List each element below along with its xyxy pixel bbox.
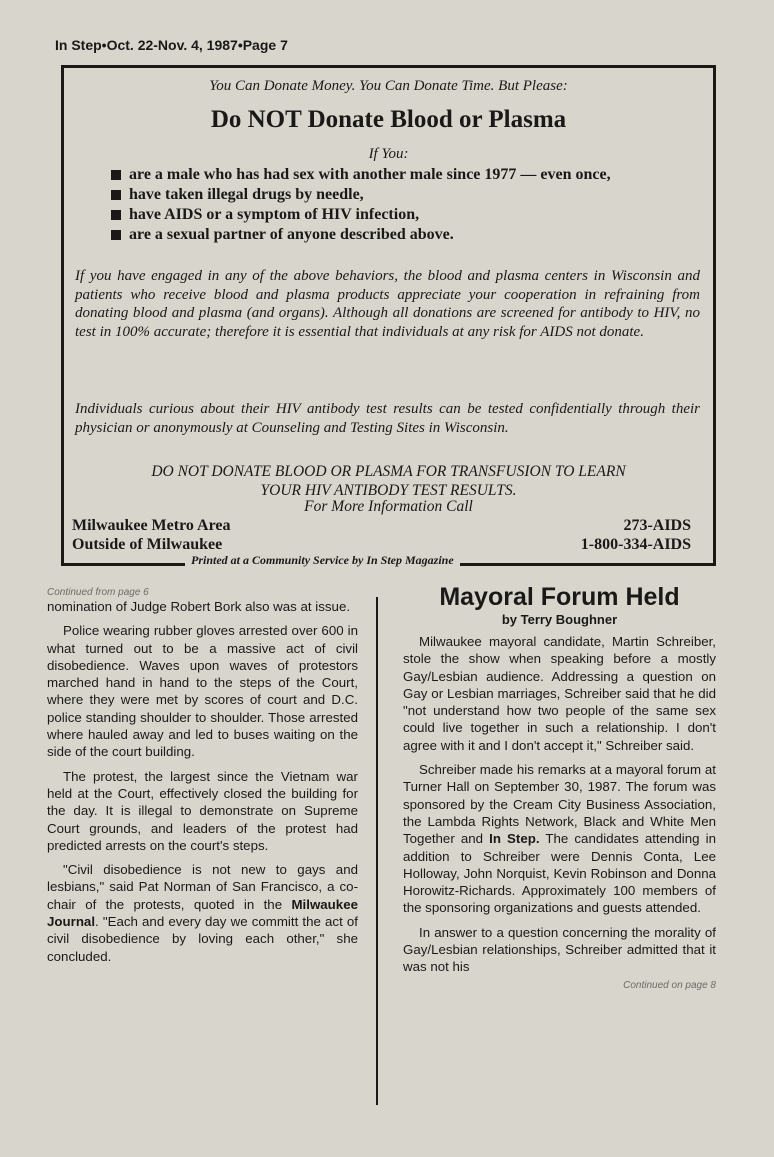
list-item: have AIDS or a symptom of HIV infection, xyxy=(109,205,699,225)
continued-from-note: Continued from page 6 xyxy=(47,587,149,598)
article-paragraph: The protest, the largest since the Vietnam war held at the Court, effectively closed the building for the day. It is illegal to demonstrate on Supreme Court grounds, and leaders of the protest had predicted arrests on the court's steps. xyxy=(47,768,358,853)
square-bullet-icon xyxy=(111,190,121,200)
square-bullet-icon xyxy=(111,210,121,220)
article-paragraph: Police wearing rubber gloves arrested over 600 in what turned out to be a massive act of civil disobedience. Waves upon waves of protestors marched hand in hand to the steps of the Court, where they were met by scores of court and D.C. police standing shoulder to shoulder. Those arrested where hauled away and led to buses waiting on the side of the court building. xyxy=(47,623,358,760)
ad-if-you: If You: xyxy=(368,146,409,162)
ad-paragraph: Individuals curious about their HIV antibody test results can be tested confidentially through their physician or anonymously at Counseling and Testing Sites in Wisconsin. xyxy=(75,401,700,436)
contact-number: 273-AIDS xyxy=(623,517,691,534)
list-item: are a male who has had sex with another male since 1977 — even once, xyxy=(109,165,699,185)
ad-info-call: For More Information Call xyxy=(304,498,473,515)
column-divider xyxy=(376,597,378,1105)
contact-row xyxy=(72,536,691,554)
article-paragraph: nomination of Judge Robert Bork also was at issue. xyxy=(47,599,351,614)
article-paragraph: "Civil disobedience is not new to gays and lesbians," said Pat Norman of San Francisco, a co-chair of the protests, quoted in the Milwaukee Journal. "Each and every day we committ the act of civil disobedience by loving each other," she concluded. xyxy=(47,862,358,964)
contact-number: 1-800-334-AIDS xyxy=(580,536,691,553)
square-bullet-icon xyxy=(111,170,121,180)
publication-name: Milwaukee Journal xyxy=(47,896,358,930)
ad-warning: DO NOT DONATE BLOOD OR PLASMA FOR TRANSFUSION TO LEARN YOUR HIV ANTIBODY TEST RESULTS. xyxy=(151,463,626,499)
list-item: are a sexual partner of anyone described above. xyxy=(109,225,699,245)
continued-on-note: Continued on page 8 xyxy=(623,979,716,991)
left-article xyxy=(47,587,358,965)
page-header: In Step•Oct. 22-Nov. 4, 1987•Page 7 xyxy=(55,37,288,53)
contact-label: Milwaukee Metro Area xyxy=(72,517,231,534)
ad-paragraph: If you have engaged in any of the above behaviors, the blood and plasma centers in Wisconsin and patients who receive blood and plasma products appreciate your cooperation in refraining from donating blood and plasma (and organs). Although all donations are screened for antibody to HIV, no test in 100% accurate; therefore it is essential that individuals at any risk for AIDS not donate. xyxy=(75,268,700,340)
blood-donation-ad xyxy=(61,65,716,566)
contact-label: Outside of Milwaukee xyxy=(72,536,223,553)
right-article xyxy=(403,582,716,991)
ad-headline: Do NOT Donate Blood or Plasma xyxy=(210,106,567,133)
ad-criteria-list xyxy=(109,165,699,245)
ad-credit: Printed at a Community Service by In Step Magazine xyxy=(185,553,460,568)
publication-name: In Step. xyxy=(489,831,540,847)
article-paragraph: In answer to a question concerning the morality of Gay/Lesbian relationships, Schreiber admitted that it was not his xyxy=(403,924,716,975)
article-paragraph: Milwaukee mayoral candidate, Martin Schreiber, stole the show when speaking before a mostly Gay/Lesbian audience. Addressing a question on Gay or Lesbian marriages, Schreiber said that he did "not understand how two people of the same sex could live together in such a relationship. I don't agree with it and I don't accept it," Schreiber said. xyxy=(403,634,716,753)
list-item: have taken illegal drugs by needle, xyxy=(109,185,699,205)
article-title: Mayoral Forum Held xyxy=(439,583,680,611)
contact-row xyxy=(72,517,691,535)
ad-tagline: You Can Donate Money. You Can Donate Time. But Please: xyxy=(209,78,568,94)
article-paragraph: Schreiber made his remarks at a mayoral forum at Turner Hall on September 30, 1987. The forum was sponsored by the Cream City Business Association, the Lambda Rights Network, Black and White Men Together and In Step. The candidates attending in addition to Schreiber were Dennis Conta, Lee Holloway, John Norquist, Kevin Robinson and Donna Horowitz-Richards. Approximately 100 members of the sponsoring organizations and guests attended. xyxy=(403,762,716,916)
article-byline: by Terry Boughner xyxy=(501,612,618,627)
square-bullet-icon xyxy=(111,230,121,240)
